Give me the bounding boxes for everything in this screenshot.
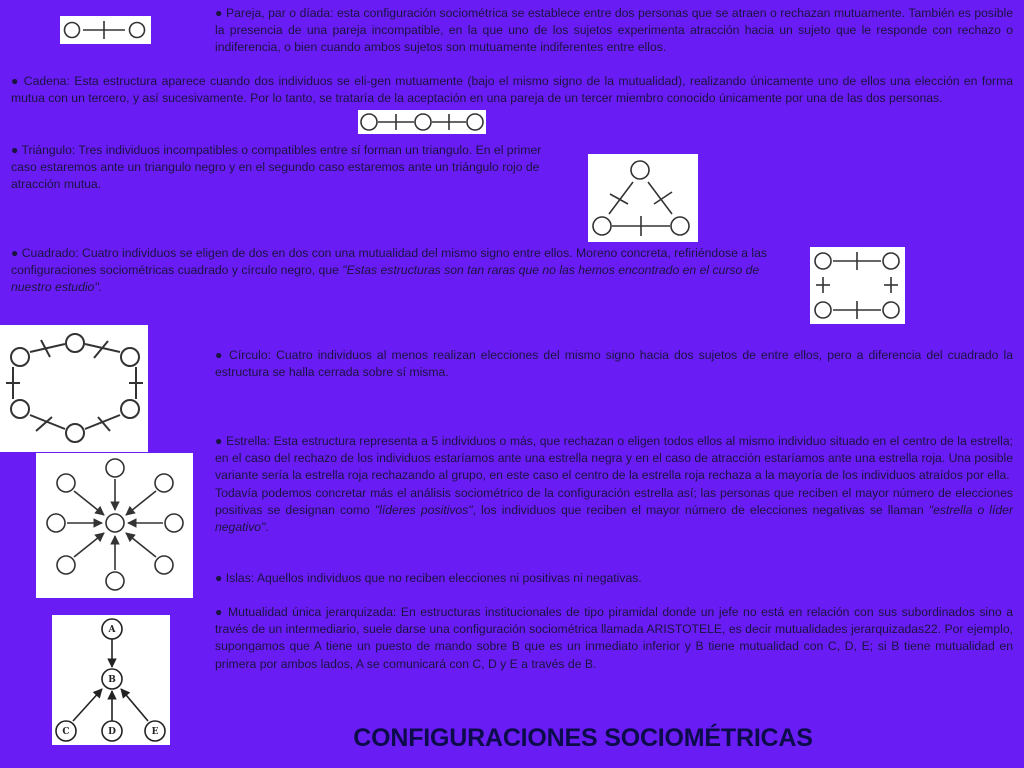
paragraph-circulo: ● Círculo: Cuatro individuos al menos realizan elecciones del mismo signo hacia dos sujetos de entre ellos, pero a diferencia del cuadrado la estructura se halla cerrada sobre sí misma. [215, 348, 1013, 380]
paragraph-cuadrado [11, 245, 781, 297]
estrella-text-2a: Todavía podemos concretar más el análisis sociométrico de la configuración estrella así; las personas que reciben el mayor número de elecciones positivas se designan como [215, 485, 1013, 517]
estrella-text-2b: , los individuos que reciben el mayor número de elecciones negativas se llaman [472, 502, 929, 517]
paragraph-mutualidad: ● Mutualidad única jerarquizada: En estructuras institucionales de tipo piramidal donde un jefe no está en relación con sus subordinados sino a través de un intermediario, suele darse una configuración sociométrica llamada ARISTOTELE, es decir mutualidades jerarquizadas22. Por ejemplo, supongamos que A tiene un puesto de mando sobre B que es un inmediato inferior y B tiene mutualidad con C, D, E; si B tiene mutualidad en primera por ambos lados, A se comunicará con C, D y E a través de B. [215, 605, 1013, 671]
node-label-b: B [108, 675, 116, 685]
page-title: CONFIGURACIONES SOCIOMÉTRICAS [353, 724, 813, 752]
estrella-quote-1: "líderes positivos" [374, 502, 473, 517]
pareja-diagram [60, 16, 151, 44]
paragraph-pareja: ● Pareja, par o díada: esta configuración sociométrica se establece entre dos personas que se atraen o rechazan mutuamente. También es posible la presencia de una pareja incompatible, en la que uno de los sujetos experimenta atracción hacia un sujeto que le responde con rechazo o indiferencia, o bien cuando ambos sujetos son mutuamente indiferentes entre ellos. [215, 6, 1013, 55]
cuadrado-diagram [810, 247, 905, 324]
cadena-diagram [358, 110, 486, 134]
node-label-c: C [62, 727, 70, 737]
cuadrado-text: ● Cuadrado: Cuatro individuos se eligen de dos en dos con una mutualidad del mismo signo entre ellos. Moreno concreta, refiriéndose a las configuraciones sociométricas cuadrado y círculo negro, que [11, 246, 767, 278]
node-label-d: D [108, 727, 116, 737]
estrella-diagram [36, 453, 193, 598]
paragraph-triangulo: ● Triángulo: Tres individuos incompatibles o compatibles entre sí forman un triangulo. En el primer caso estaremos ante un triangulo negro y en el segundo caso estaremos ante un triángulo rojo de atracción mutua. [11, 143, 542, 192]
cuadrado-quote: "Estas estructuras son tan raras que no las hemos encontrado en el curso de nuestro estudio". [11, 263, 760, 295]
paragraph-estrella [215, 433, 1013, 536]
paragraph-islas: ● Islas: Aquellos individuos que no reciben elecciones ni positivas ni negativas. [215, 571, 642, 585]
node-label-a: A [108, 625, 116, 635]
node-label-e: E [151, 727, 159, 737]
paragraph-cadena: ● Cadena: Esta estructura aparece cuando dos individuos se eli-gen mutuamente (bajo el mismo signo de la mutualidad), realizando únicamente uno de ellos una elección en forma mutua con un tercero, y así sucesivamente. Por lo tanto, se trataría de la aceptación en una pareja de un tercer miembro conocido únicamente por una de las dos personas. [11, 74, 1013, 106]
estrella-text-1: ● Estrella: Esta estructura representa a 5 individuos o más, que rechazan o eligen todos ellos al mismo individuo situado en el centro de la estrella; en el caso del rechazo de los individuos estaríamos ante una estrella negra y en el caso de atracción estaríamos ante una estrella roja. Una posible variante sería la estrella roja rechazando al grupo, en este caso el centro de la estrella roja rechaza a la mayoría de los individuos atraídos por ella. [215, 434, 1013, 483]
estrella-quote-2: "estrella o líder negativo" [215, 502, 1014, 535]
circulo-diagram [0, 325, 148, 452]
triangulo-diagram [588, 154, 698, 242]
estrella-text-2c: . [265, 520, 269, 535]
